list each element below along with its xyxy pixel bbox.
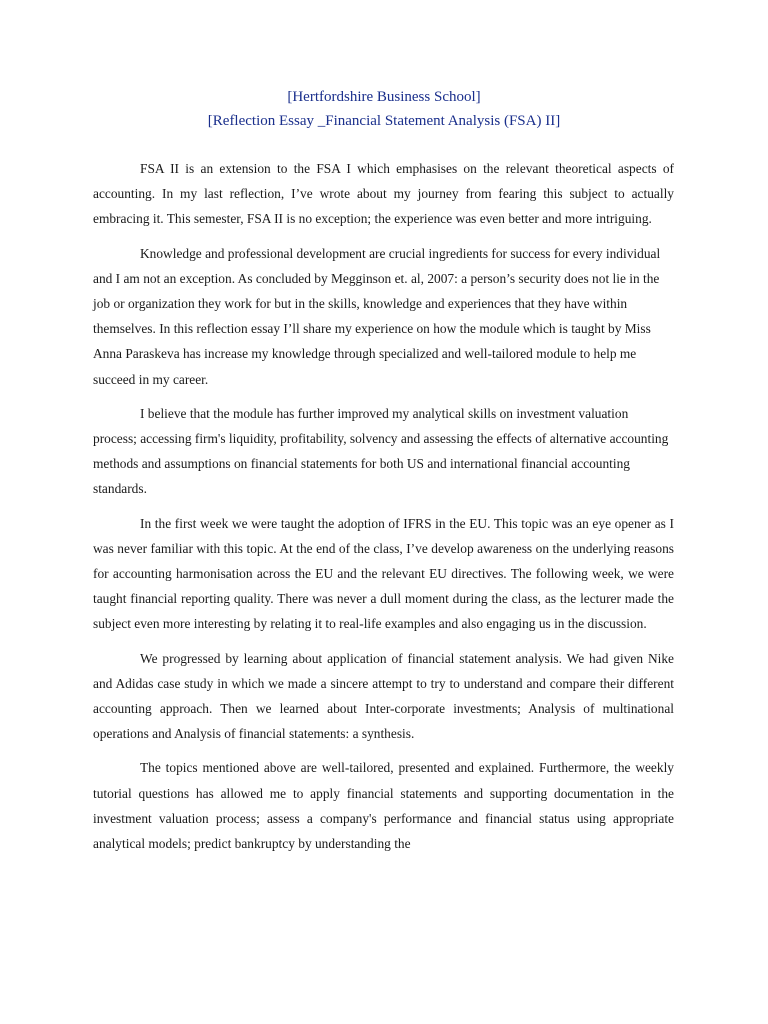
paragraph-3: I believe that the module has further improved my analytical skills on investment valuation process; accessing firm's liquidity, profitability, solvency and assessing the effects of alternative accounting methods and assumptions on financial statements for both US and international financial accounting standards.	[93, 405, 669, 497]
school-heading: [Hertfordshire Business School]	[287, 89, 481, 105]
paragraph-2: Knowledge and professional development are crucial ingredients for success for every individual and I am not an exception. As concluded by Megginson et. al, 2007: a person’s security does not lie in the job or organization they work for but in the skills, knowledge and experiences that they have within themselves. In this reflection essay I’ll share my experience on how the module which is taught by Miss Anna Paraskeva has increase my knowledge through specialized and well-tailored module to help me succeed in my career.	[93, 245, 661, 387]
paragraph-4: In the first week we were taught the adoption of IFRS in the EU. This topic was an eye opener as I was never familiar with this topic. At the end of the class, I’ve develop awareness on the underlying reasons for accounting harmonisation across the EU and the relevant EU directives. The following week, we were taught financial reporting quality. There was never a dull moment during the class, as the lecturer made the subject even more interesting by relating it to real-life examples and also engaging us in the discussion.	[93, 515, 674, 632]
paragraph-6: The topics mentioned above are well-tailored, presented and explained. Furthermore, the weekly tutorial questions has allowed me to apply financial statements and supporting documentation in the investment valuation process; assess a company's performance and financial status using appropriate analytical models; predict bankruptcy by understanding the	[93, 760, 674, 852]
essay-body	[93, 156, 674, 865]
essay-title: [Reflection Essay _Financial Statement Analysis (FSA) II]	[207, 113, 561, 129]
paragraph-1: FSA II is an extension to the FSA I which emphasises on the relevant theoretical aspects of accounting. In my last reflection, I’ve wrote about my journey from fearing this subject to actually embracing it. This semester, FSA II is no exception; the experience was even better and more intriguing.	[93, 161, 674, 227]
paragraph-5: We progressed by learning about application of financial statement analysis. We had given Nike and Adidas case study in which we made a sincere attempt to try to understand and compare their different accounting approach. Then we learned about Inter-corporate investments; Analysis of multinational operations and Analysis of financial statements: a synthesis.	[93, 650, 674, 742]
